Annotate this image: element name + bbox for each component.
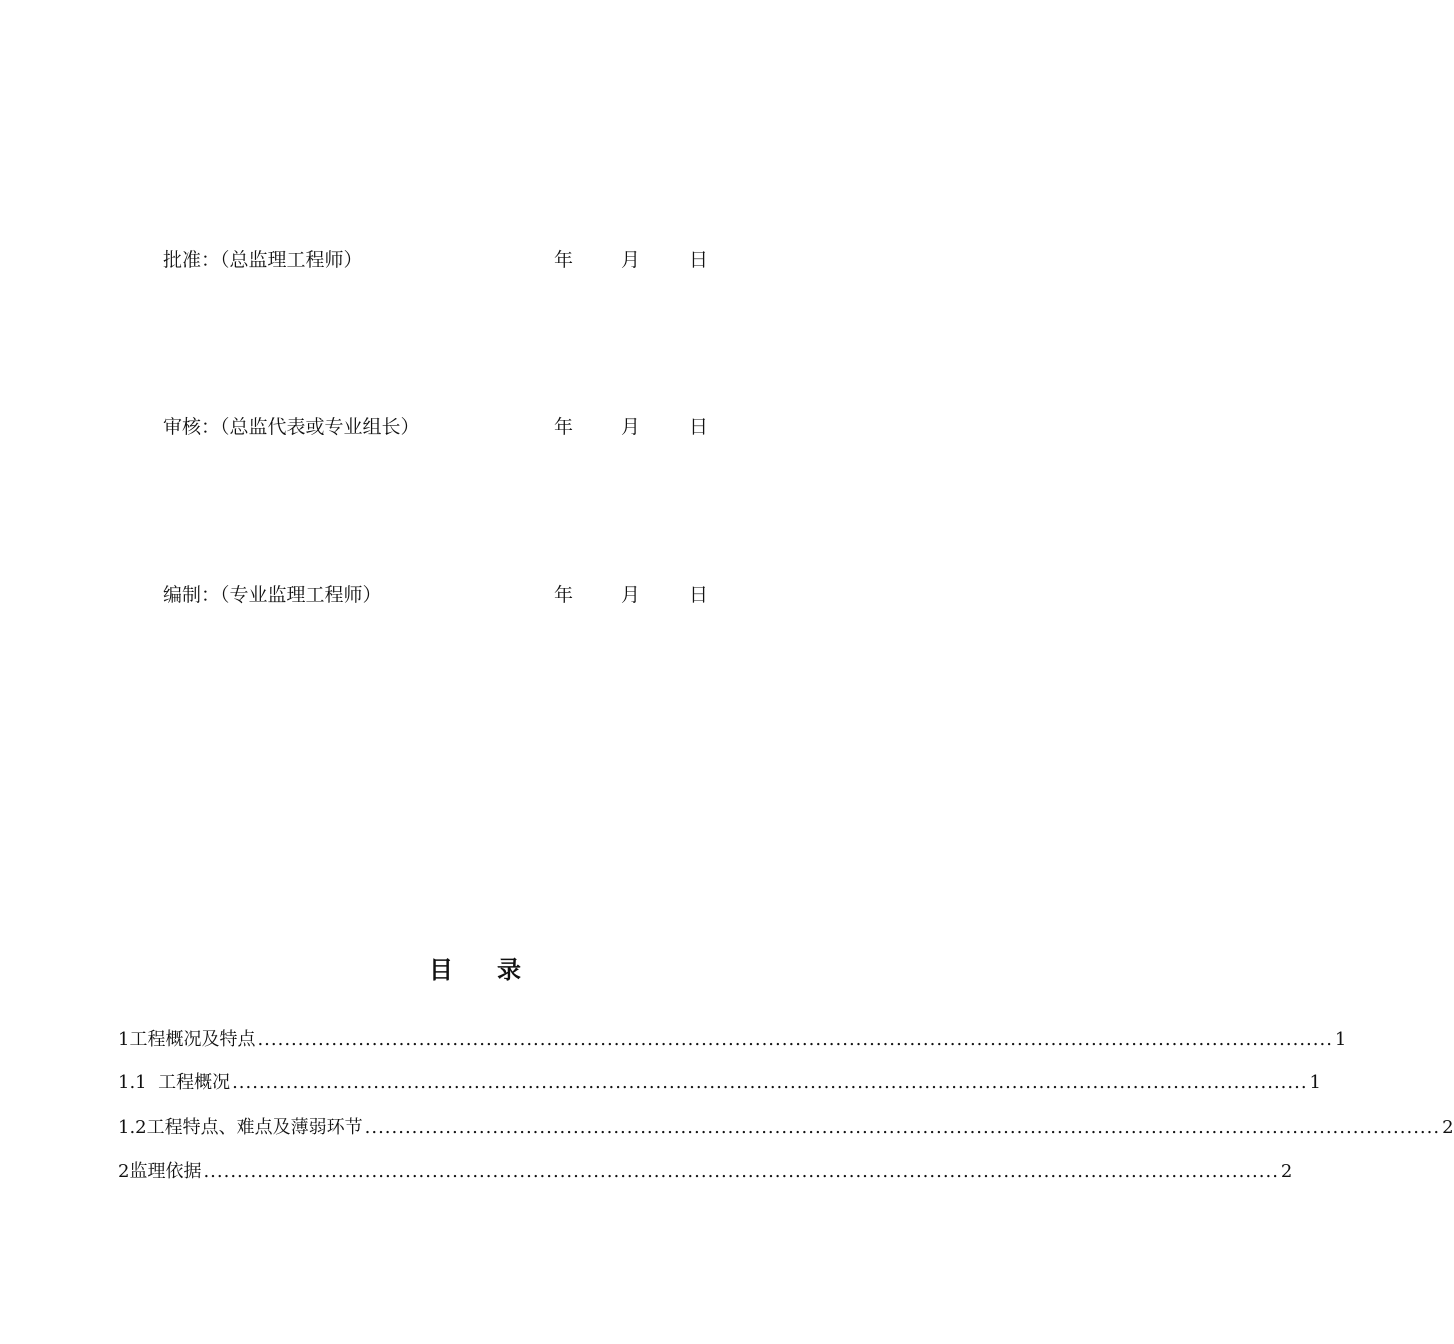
toc-entry-text: 2监理依据 xyxy=(118,1161,202,1182)
date-day-label: 日 xyxy=(689,249,709,271)
signature-role: 编制：（专业监理工程师） xyxy=(163,584,382,606)
toc-page-number: 2 xyxy=(1280,1161,1293,1182)
date-month-label: 月 xyxy=(621,416,641,438)
toc-entry[interactable] xyxy=(118,1069,1321,1097)
toc-page-number: 1 xyxy=(1309,1072,1321,1093)
toc-title-right: 录 xyxy=(497,956,521,984)
toc-entry-text: 1.1 工程概况 xyxy=(118,1072,231,1093)
date-day-label: 日 xyxy=(689,416,709,438)
date-month-label: 月 xyxy=(621,584,641,606)
signature-row-prepare xyxy=(163,580,723,610)
toc-entry[interactable] xyxy=(118,1114,1454,1142)
toc-title-left: 目 xyxy=(429,956,453,984)
toc-entry[interactable] xyxy=(118,1026,1347,1054)
signature-row-approve xyxy=(163,245,723,275)
signature-role: 审核：（总监代表或专业组长） xyxy=(163,416,420,438)
toc-page-number: 1 xyxy=(1334,1029,1347,1050)
toc-leader-dots: ................................................................................................................................................................ xyxy=(257,1029,1333,1050)
date-year-label: 年 xyxy=(554,249,574,271)
toc-page-number: 2 xyxy=(1442,1117,1454,1138)
toc-entry-text: 1工程概况及特点 xyxy=(118,1029,256,1050)
toc-entry[interactable] xyxy=(118,1158,1293,1186)
toc-leader-dots: ................................................................................................................................................................ xyxy=(232,1072,1308,1093)
toc-leader-dots: ................................................................................................................................................................ xyxy=(203,1161,1279,1182)
toc-entry-text: 1.2工程特点、难点及薄弱环节 xyxy=(118,1117,363,1138)
toc-title xyxy=(0,950,950,985)
date-year-label: 年 xyxy=(554,416,574,438)
date-year-label: 年 xyxy=(554,584,574,606)
signature-role: 批准：（总监理工程师） xyxy=(163,249,363,271)
toc-leader-dots: ................................................................................................................................................................ xyxy=(364,1117,1441,1138)
signature-row-review xyxy=(163,412,723,442)
date-day-label: 日 xyxy=(689,584,709,606)
date-month-label: 月 xyxy=(621,249,641,271)
